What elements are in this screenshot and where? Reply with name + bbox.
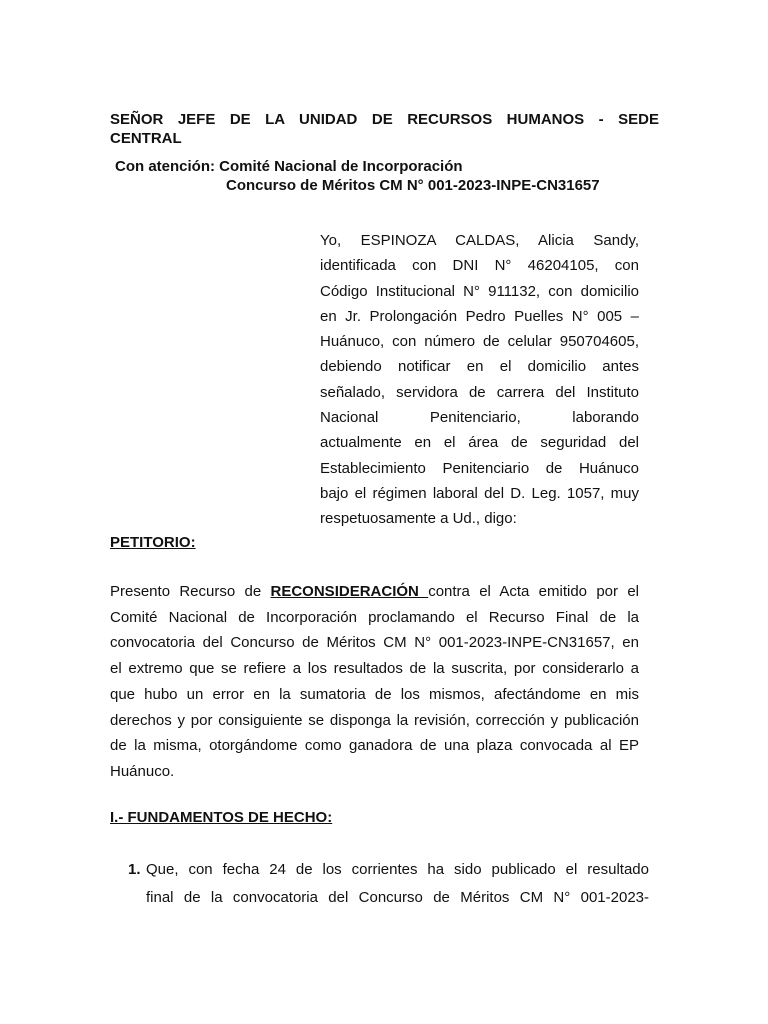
petitorio-line (110, 579, 639, 605)
item-text (146, 856, 649, 912)
intro-line: Yo, ESPINOZA CALDAS, Alicia Sandy, (320, 232, 639, 249)
petitorio-line: de la misma, otorgándome como ganadora de una plaza convocada al EP (110, 737, 639, 755)
petitorio-body (110, 579, 639, 785)
petitorio-line: el extremo que se refiere a los resultados de la suscrita, por considerarlo a (110, 660, 639, 678)
petitorio-line: convocatoria del Concurso de Méritos CM N° 001-2023-INPE-CN31657, en (110, 634, 639, 652)
petitorio-line-start: Presento Recurso de (110, 583, 271, 600)
petitorio-line: que hubo un error en la sumatoria de los mismos, afectándome en mis (110, 685, 639, 703)
intro-line: señalado, servidora de carrera del Instituto (320, 383, 639, 401)
intro-line: debiendo notificar en el domicilio antes (320, 358, 639, 376)
item-line: Que, con fecha 24 de los corrientes ha sido publicado el resultado (146, 861, 649, 878)
attention-line: Con atención: Comité Nacional de Incorporación (115, 158, 463, 175)
intro-line: bajo el régimen laboral del D. Leg. 1057, muy (320, 484, 639, 502)
intro-line: Código Institucional N° 911132, con domicilio (320, 282, 639, 300)
intro-line: Establecimiento Penitenciario de Huánuco (320, 459, 639, 477)
reconsideracion-term: RECONSIDERACIÓN (270, 583, 429, 600)
intro-line: identificada con DNI N° 46204105, con (320, 257, 639, 275)
intro-line: Huánuco, con número de celular 950704605, (320, 333, 639, 351)
intro-line: actualmente en el área de seguridad del (320, 434, 639, 452)
intro-line: respetuosamente a Ud., digo: (320, 510, 517, 528)
contest-line: Concurso de Méritos CM N° 001-2023-INPE-CN31657 (226, 177, 600, 194)
intro-line: en Jr. Prolongación Pedro Puelles N° 005 – (320, 307, 639, 325)
applicant-introduction (320, 228, 639, 532)
intro-line: Nacional Penitenciario, laborando (320, 409, 639, 427)
petitorio-line: derechos y por consiguiente se disponga la revisión, corrección y publicación (110, 711, 639, 729)
fundamentos-heading: I.- FUNDAMENTOS DE HECHO: (110, 809, 333, 826)
item-line: final de la convocatoria del Concurso de Méritos CM N° 001-2023- (146, 889, 649, 906)
petitorio-heading: PETITORIO: (110, 534, 196, 551)
addressee-line-1: SEÑOR JEFE DE LA UNIDAD DE RECURSOS HUMANOS - SEDE (110, 111, 659, 128)
addressee (110, 110, 659, 148)
petitorio-line: Comité Nacional de Incorporación proclamando el Recurso Final de la (110, 608, 639, 626)
addressee-line-2: CENTRAL (110, 130, 182, 147)
petitorio-line-end: contra el Acta emitido por el (428, 583, 640, 600)
petitorio-line: Huánuco. (110, 762, 175, 780)
item-number: 1. (128, 861, 141, 878)
